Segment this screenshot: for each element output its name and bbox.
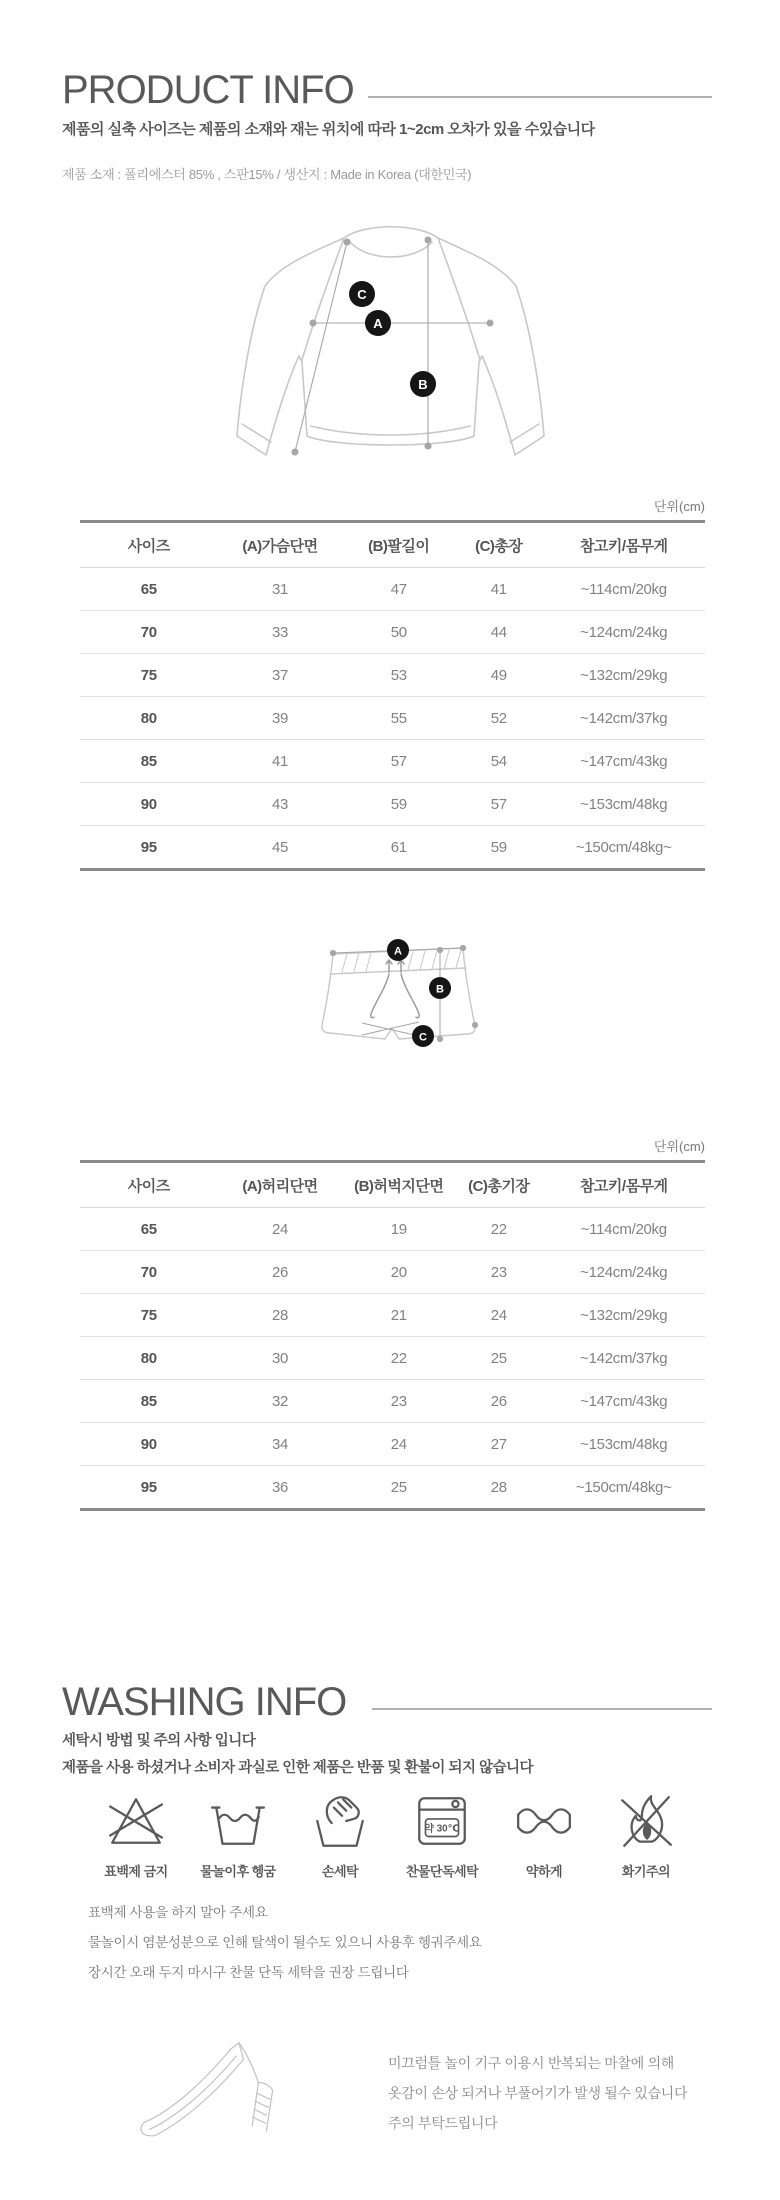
table-row xyxy=(80,568,705,611)
table-row xyxy=(80,1380,705,1423)
product-title-rule xyxy=(368,96,712,98)
table-row xyxy=(80,783,705,826)
caution-list xyxy=(88,1898,482,1988)
table-cell: 20 xyxy=(343,1251,456,1294)
table-cell: 23 xyxy=(455,1251,543,1294)
table-cell: ~124cm/24kg xyxy=(543,611,706,654)
table-cell: 41 xyxy=(455,568,543,611)
table-row xyxy=(80,611,705,654)
table-cell: 90 xyxy=(80,783,218,826)
slide-note-line-3: 주의 부탁드립니다 xyxy=(388,2115,498,2131)
washing-machine-icon xyxy=(394,1786,490,1852)
washing-desc-line-2: 제품을 사용 하셨거나 소비자 과실로 인한 제품은 반품 및 환불이 되지 않습니다 xyxy=(62,1760,534,1776)
table-cell: 95 xyxy=(140,1478,157,1496)
unit-label-top: 단위(cm) xyxy=(653,499,705,514)
shirt-diagram xyxy=(218,186,563,481)
table-cell: 34 xyxy=(218,1423,343,1466)
table-cell: 26 xyxy=(455,1380,543,1423)
column-header: 참고키/몸무게 xyxy=(543,1162,706,1208)
table-cell: ~147cm/43kg xyxy=(543,1380,706,1423)
column-header: (C)총장 xyxy=(455,522,543,568)
shirt-outline xyxy=(237,227,544,455)
table-cell: ~150cm/48kg~ xyxy=(575,1478,672,1496)
table-cell: 23 xyxy=(343,1380,456,1423)
no-fire-icon xyxy=(598,1786,694,1852)
svg-text:B: B xyxy=(436,983,444,996)
table-row xyxy=(80,697,705,740)
svg-text:C: C xyxy=(419,1031,427,1044)
table-cell: 70 xyxy=(80,611,218,654)
column-header: (B)허벅지단면 xyxy=(343,1162,456,1208)
column-header: (A)허리단면 xyxy=(218,1162,343,1208)
column-header: 사이즈 xyxy=(80,1162,218,1208)
table-cell: 80 xyxy=(80,697,218,740)
wring-icon xyxy=(496,1786,592,1852)
table-cell: 22 xyxy=(343,1337,456,1380)
table-cell: ~153cm/48kg xyxy=(543,1423,706,1466)
marker-c xyxy=(412,1025,434,1047)
washing-title-rule xyxy=(372,1708,712,1710)
care-item-cold-wash xyxy=(394,1786,490,1880)
washing-info-title: WASHING INFO xyxy=(62,1680,347,1724)
table-cell: 24 xyxy=(343,1423,456,1466)
shorts-diagram xyxy=(318,938,480,1062)
table-cell: 33 xyxy=(218,611,343,654)
table-cell: ~132cm/29kg xyxy=(543,1294,706,1337)
table-cell: 53 xyxy=(343,654,456,697)
care-label: 표백제 금지 xyxy=(104,1864,168,1879)
care-label: 물놀이후 헹굼 xyxy=(200,1864,276,1879)
table-cell: 44 xyxy=(455,611,543,654)
table-row xyxy=(80,826,705,870)
table-cell: 52 xyxy=(455,697,543,740)
table-cell: 75 xyxy=(80,1294,218,1337)
table-row xyxy=(80,1466,705,1510)
bottom-size-table xyxy=(80,1160,705,1511)
column-header: (C)총기장 xyxy=(455,1162,543,1208)
table-cell: 43 xyxy=(218,783,343,826)
table-row xyxy=(80,740,705,783)
marker-b xyxy=(429,977,451,999)
table-cell: ~147cm/43kg xyxy=(543,740,706,783)
svg-text:A: A xyxy=(394,945,402,958)
table-cell: 59 xyxy=(343,783,456,826)
marker-a xyxy=(365,310,391,336)
table-cell: ~132cm/29kg xyxy=(543,654,706,697)
table-cell: 19 xyxy=(343,1208,456,1251)
column-header: 참고키/몸무게 xyxy=(543,522,706,568)
marker-a xyxy=(387,939,409,961)
table-cell: 37 xyxy=(218,654,343,697)
table-row xyxy=(80,654,705,697)
material-info: 제품 소재 : 폴리에스터 85% , 스판15% / 생산지 : Made in Korea (대한민국) xyxy=(62,167,472,182)
washing-desc-line-1: 세탁시 방법 및 주의 사항 입니다 xyxy=(62,1733,256,1749)
table-cell: 47 xyxy=(343,568,456,611)
table-cell: ~150cm/48kg~ xyxy=(575,838,672,856)
marker-c xyxy=(349,281,375,307)
slide-note-line-2: 옷감이 손상 되거나 부풀어기가 발생 될수 있습니다 xyxy=(388,2085,688,2101)
table-cell: 70 xyxy=(80,1251,218,1294)
table-row xyxy=(80,1294,705,1337)
svg-text:A: A xyxy=(373,316,383,331)
table-cell: 90 xyxy=(80,1423,218,1466)
table-cell: 85 xyxy=(80,740,218,783)
svg-text:약 30℃: 약 30℃ xyxy=(424,1823,460,1835)
table-header-row xyxy=(80,522,705,568)
table-cell: 28 xyxy=(490,1478,507,1496)
table-cell: 65 xyxy=(80,1208,218,1251)
table-cell: 55 xyxy=(343,697,456,740)
care-label: 화기주의 xyxy=(621,1864,671,1879)
table-cell: 25 xyxy=(455,1337,543,1380)
table-cell: 36 xyxy=(271,1478,289,1496)
column-header: (A)가슴단면 xyxy=(218,522,343,568)
slide-note-line-1: 미끄럼틀 놀이 기구 이용시 반복되는 마찰에 의해 xyxy=(388,2055,675,2071)
caution-line-1: 표백제 사용을 하지 말아 주세요 xyxy=(88,1905,268,1920)
rinse-tub-icon xyxy=(190,1786,286,1852)
table-cell: 57 xyxy=(455,783,543,826)
no-bleach-icon xyxy=(88,1786,184,1852)
marker-b xyxy=(410,371,436,397)
table-cell: 65 xyxy=(80,568,218,611)
care-item-wring xyxy=(496,1786,592,1880)
table-cell: ~142cm/37kg xyxy=(543,1337,706,1380)
table-cell: 59 xyxy=(490,838,507,856)
table-cell: 26 xyxy=(218,1251,343,1294)
table-cell: 75 xyxy=(80,654,218,697)
table-cell: 24 xyxy=(455,1294,543,1337)
table-cell: 32 xyxy=(218,1380,343,1423)
care-item-hand-wash xyxy=(292,1786,388,1880)
care-label: 약하게 xyxy=(525,1864,563,1879)
care-label: 찬물단독세탁 xyxy=(405,1864,479,1879)
care-item-no-fire xyxy=(598,1786,694,1880)
svg-text:C: C xyxy=(357,287,367,302)
table-cell: 30 xyxy=(218,1337,343,1380)
table-cell: 27 xyxy=(455,1423,543,1466)
care-item-rinse xyxy=(190,1786,286,1880)
table-cell: 57 xyxy=(343,740,456,783)
table-cell: 41 xyxy=(218,740,343,783)
table-cell: 21 xyxy=(343,1294,456,1337)
product-info-title: PRODUCT INFO xyxy=(62,68,354,112)
table-cell: 31 xyxy=(218,568,343,611)
table-cell: 80 xyxy=(80,1337,218,1380)
table-cell: 24 xyxy=(218,1208,343,1251)
table-row xyxy=(80,1423,705,1466)
column-header: 사이즈 xyxy=(80,522,218,568)
svg-text:B: B xyxy=(418,377,428,392)
washing-description xyxy=(62,1728,533,1782)
table-cell: 85 xyxy=(80,1380,218,1423)
table-row xyxy=(80,1337,705,1380)
table-cell: 25 xyxy=(390,1478,407,1496)
table-header-row xyxy=(80,1162,705,1208)
table-row xyxy=(80,1251,705,1294)
caution-line-3: 장시간 오래 두지 마시구 찬물 단독 세탁을 권장 드립니다 xyxy=(88,1965,409,1980)
table-row xyxy=(80,1208,705,1251)
table-cell: 54 xyxy=(455,740,543,783)
table-cell: 49 xyxy=(455,654,543,697)
slide-caution-note xyxy=(388,2048,687,2138)
top-size-table xyxy=(80,520,705,871)
table-cell: 50 xyxy=(343,611,456,654)
table-cell: 28 xyxy=(218,1294,343,1337)
table-cell: ~114cm/20kg xyxy=(543,568,706,611)
table-cell: ~114cm/20kg xyxy=(543,1208,706,1251)
unit-label-bottom: 단위(cm) xyxy=(653,1139,705,1154)
size-notice: 제품의 실축 사이즈는 제품의 소재와 재는 위치에 따라 1~2cm 오차가 있을 수있습니다 xyxy=(62,121,595,138)
shorts-outline xyxy=(322,945,475,1039)
caution-line-2: 물놀이시 염분성분으로 인해 탈색이 될수도 있으니 사용후 헹궈주세요 xyxy=(88,1935,482,1950)
column-header: (B)팔길이 xyxy=(343,522,456,568)
care-icons-row xyxy=(88,1786,694,1880)
hand-wash-icon xyxy=(292,1786,388,1852)
table-cell: ~124cm/24kg xyxy=(543,1251,706,1294)
table-cell: 45 xyxy=(271,838,289,856)
care-label: 손세탁 xyxy=(321,1864,359,1879)
table-cell: 22 xyxy=(455,1208,543,1251)
table-cell: ~153cm/48kg xyxy=(543,783,706,826)
table-cell: ~142cm/37kg xyxy=(543,697,706,740)
table-cell: 95 xyxy=(140,838,157,856)
care-item-no-bleach xyxy=(88,1786,184,1880)
table-cell: 39 xyxy=(218,697,343,740)
slide-icon xyxy=(132,2035,300,2153)
table-cell: 61 xyxy=(390,838,407,856)
